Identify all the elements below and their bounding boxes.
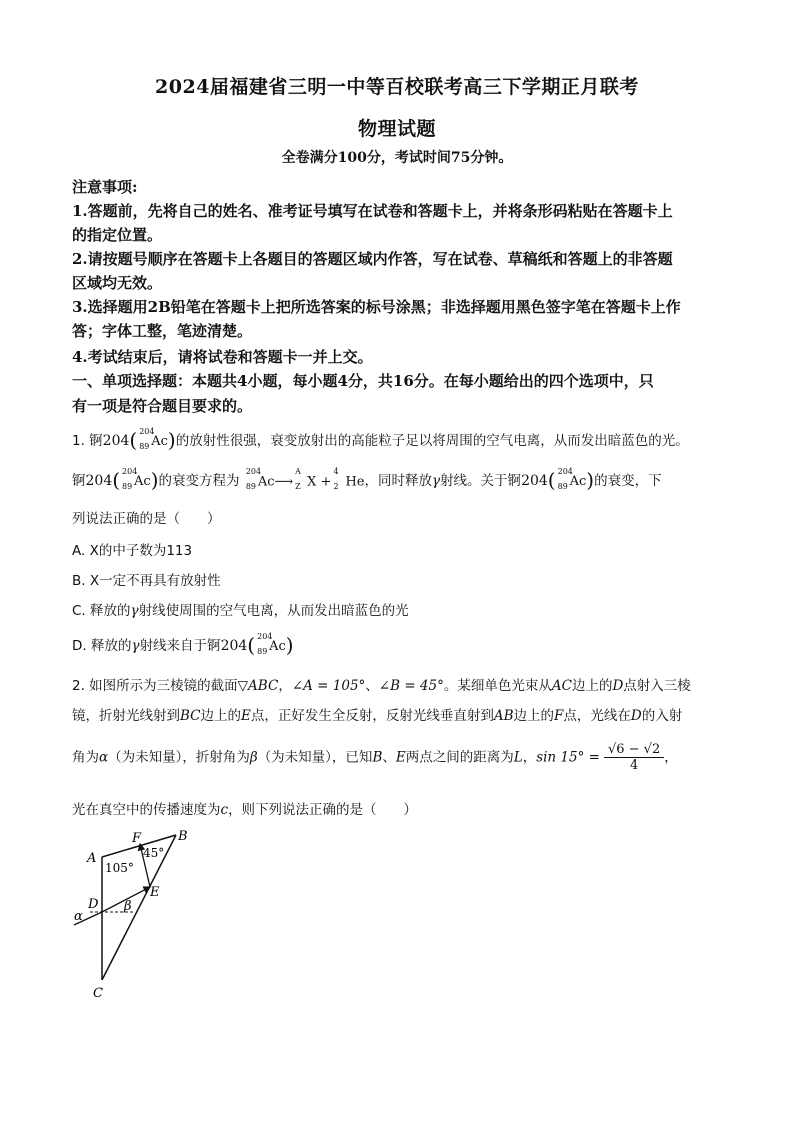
nuclide: 204( 204 89 Ac) <box>220 631 294 657</box>
label-f: F <box>132 831 142 846</box>
exam-subtitle: 全卷满分100分，考试时间75分钟。 <box>281 150 513 166</box>
q1-line1: 1. 锕204( 204 89 Ac)的放射性很强，衰变放射出的高能粒子足以将周围的空气电离，从而发出暗蓝色的光。 <box>72 426 689 452</box>
note-line: 2.请按题号顺序在答题卡上各题目的答题区域内作答，写在试卷、草稿纸和答题上的非答题 <box>72 250 673 268</box>
label-beta: β <box>124 899 132 914</box>
exam-title: 2024届福建省三明一中等百校联考高三下学期正月联考 <box>155 76 639 98</box>
section-heading: 一、单项选择题：本题共4小题，每小题4分，共16分。在每小题给出的四个选项中，只 <box>72 372 654 390</box>
decay-equation: 204 89 Ac⟶ A Z X + 4 2 He <box>245 466 365 491</box>
note-line: 3.选择题用2B铅笔在答题卡上把所选答案的标号涂黑；非选择题用黑色签字笔在答题卡上作 <box>72 298 681 316</box>
label-b: B <box>178 829 188 844</box>
q1-number: 1. 锕 <box>72 433 103 449</box>
note-line: 1.答题前，先将自己的姓名、准考证号填写在试卷和答题卡上，并将条形码粘贴在答题卡上 <box>72 202 673 220</box>
notes-heading: 注意事项: <box>72 178 138 196</box>
exam-subject: 物理试题 <box>357 118 436 140</box>
nuclide: 204( 204 89 Ac) <box>102 426 176 452</box>
note-line: 的指定位置。 <box>72 226 163 244</box>
angle-45: 45° <box>143 846 165 860</box>
q1-option-a: A. X的中子数为113 <box>72 543 193 559</box>
q2-line3: 角为α（为未知量），折射角为β（为未知量），已知B、E两点之间的距离为L，sin 15° = $\frac{√6 - √2}{4}$ ， <box>72 742 678 773</box>
section-heading: 有一项是符合题目要求的。 <box>72 397 253 415</box>
label-c: C <box>93 986 103 1001</box>
note-line: 答；字体工整，笔迹清楚。 <box>72 322 253 340</box>
q1-option-c: C. 释放的γ射线使周围的空气电离，从而发出暗蓝色的光 <box>72 603 409 619</box>
label-alpha: α <box>74 909 83 924</box>
note-line: 4.考试结束后，请将试卷和答题卡一并上交。 <box>72 348 373 366</box>
q1-line2: 锕204( 204 89 Ac)的衰变方程为 204 89 Ac⟶ A Z X + 4 2 He，同时释放γ射线。关于锕204( 204 89 Ac)的衰变，下 <box>72 466 662 492</box>
q2-line4: 光在真空中的传播速度为c，则下列说法正确的是（ ） <box>72 802 418 818</box>
angle-105: 105° <box>105 861 134 875</box>
q1-line3: 列说法正确的是（ ） <box>72 511 221 527</box>
label-e: E <box>150 885 160 900</box>
q1-option-d: D. 释放的γ射线来自于锕204( 204 89 Ac) <box>72 631 294 657</box>
nuclide: 204( 204 89 Ac) <box>85 466 159 492</box>
fraction: $\frac{√6 - √2}{4}$ <box>604 742 664 773</box>
prism-diagram <box>60 820 220 1010</box>
note-line: 区域均无效。 <box>72 274 163 292</box>
prism-triangle <box>102 835 176 980</box>
nuclide: 204( 204 89 Ac) <box>521 466 595 492</box>
q2-line2: 镜，折射光线射到BC边上的E点，正好发生全反射，反射光线垂直射到AB边上的F点，光线在D的入射 <box>72 708 683 724</box>
q2-line1: 2. 如图所示为三棱镜的截面▽ABC，∠A = 105°、∠B = 45°。某细单色光束从AC边上的D点射入三棱 <box>72 678 691 694</box>
q1-option-b: B. X一定不再具有放射性 <box>72 573 221 589</box>
label-d: D <box>88 897 99 912</box>
label-a: A <box>87 851 97 866</box>
